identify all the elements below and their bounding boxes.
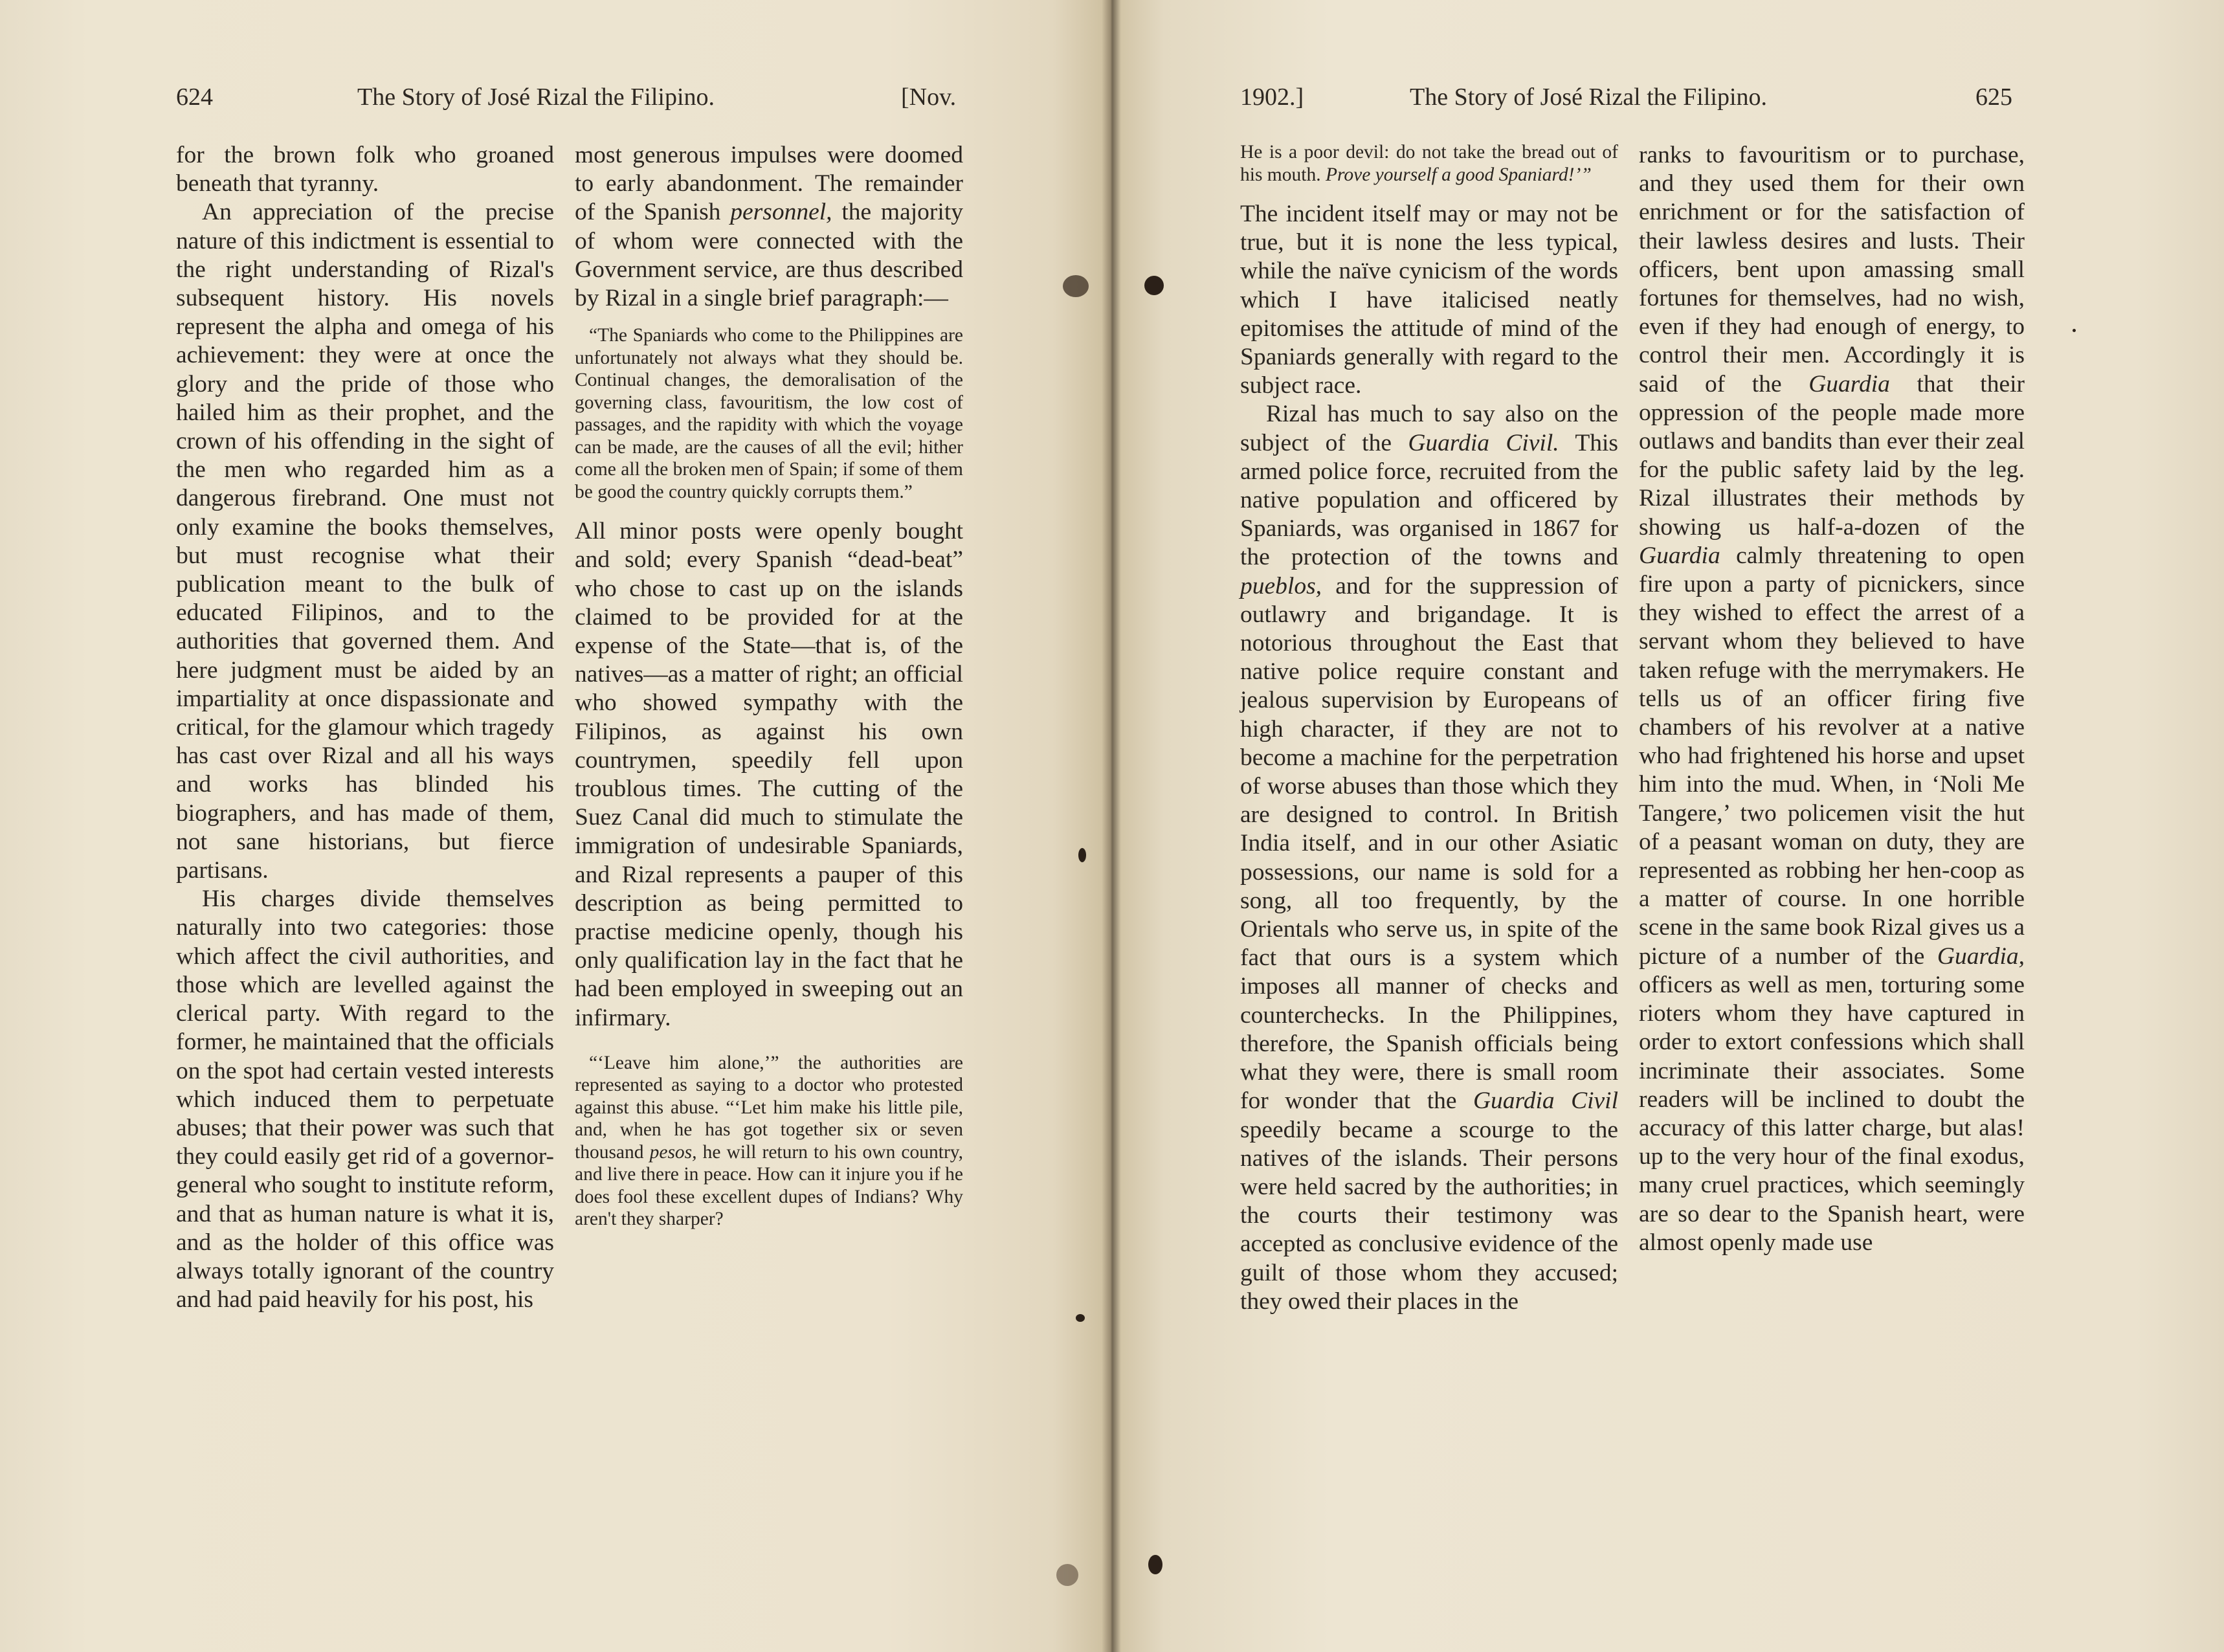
binding-hole — [1056, 1564, 1078, 1586]
quote-text: “The Spaniards who come to the Philippines are unfortunately not always what they should be. Continual changes, the demoralisation of the governing class, favouritism, the low cost of passages, and the rapidity with which the voyage can be made, are the causes of all the evil; hither come all the broken men of Spain; if some of them be good the country quickly corrupts them.” — [575, 325, 963, 502]
paragraph: ranks to favouritism or to purchase, and they used them for their own enrichment or for the satisfaction of their lawless desires and lusts. Their officers, bent upon amassing small fortunes for themselves, had no wish, even if they had enough of energy, to control their men. Accordingly it is said of the Guardia that their oppression of the people made more outlaws and bandits than ever their zeal for the public safety laid by the leg. Rizal illustrates their methods by showing us half-a-dozen of the Guardia calmly threatening to open fire upon a party of picnickers, since they wished to effect the arrest of a servant whom they believed to have taken refuge with the merrymakers. He tells us of an officer firing five chambers of his revolver at a native who had frightened his horse and upset him into the mud. When, in ‘Noli Me Tangere,’ two policemen visit the hut of a peasant woman on duty, they are represented as robbing her hen-coop as a matter of course. In one horrible scene in the same book Rizal gives us a picture of a number of the Guardia, officers as well as men, torturing some rioters whom they have captured in order to extort confessions which shall incriminate their associates. Some readers will be inclined to doubt the accuracy of this latter charge, but alas! up to the very hour of the final exodus, many cruel practices, which seemingly are so dear to the Spanish heart, were almost openly made use — [1639, 142, 2025, 1256]
right-column-1 — [1240, 141, 1618, 1316]
paragraph: most generous impulses were doomed to early abandonment. The remainder of the Spanish personnel, the majority of whom were connected with the Government service, are thus described by Rizal in a single brief paragraph:— — [575, 142, 963, 312]
right-running-title: The Story of José Rizal the Filipino. — [1410, 84, 1768, 111]
block-quote-continued — [1240, 141, 1618, 186]
ink-speck — [2073, 329, 2076, 332]
paragraph: for the brown folk who groaned beneath that tyranny. — [176, 142, 554, 197]
right-running-year: 1902.] — [1240, 84, 1304, 111]
paragraph: Rizal has much to say also on the subject of the Guardia Civil. This armed police force, recruited from the native population and officered by Spaniards, was organised in 1867 for the protection of the towns and pueblos, and for the suppression of outlawry and brigandage. It is notorious throughout the East that native police require constant and jealous supervision by Europeans of high character, if they are not to become a machine for the perpetration of worse abuses than those which they are designed to control. In British India itself, and in our other Asiatic possessions, our name is sold for a song, all too frequently, by the Orientals who serve us, in spite of the fact that ours is a system which imposes all manner of checks and counterchecks. In the Philippines, therefore, the Spanish officials being what they were, there is small room for wonder that the Guardia Civil speedily became a scourge to the natives of the islands. Their persons were held sacred by the authorities; in the courts their testimony was accepted as conclusive evidence of the guilt of those whom they accused; they owed their places in the — [1240, 401, 1618, 1315]
left-running-title: The Story of José Rizal the Filipino. — [357, 84, 715, 111]
left-running-month: [Nov. — [901, 84, 957, 111]
binding-hole — [1148, 1555, 1162, 1574]
paragraph: The incident itself may or may not be true, but it is none the less typical, while the naïve cynicism of the words which I have italicised neatly epitomises the attitude of mind of the Spaniards generally with regard to the subject race. — [1240, 201, 1618, 399]
binding-mark — [1078, 848, 1086, 862]
paragraph: An appreciation of the precise nature of this indictment is essential to the right understanding of Rizal's subsequent history. His novels represent the alpha and omega of his achievement: they were at once the glory and the pride of those who hailed him as their prophet, and the crown of his offending in the sight of the men who regarded him as a dangerous firebrand. One must not only examine the books themselves, but must recognise what their publication meant to the bulk of educated Filipinos, and to the authorities that governed them. And here judgment must be aided by an impartiality at once dispassionate and critical, for the glamour which tragedy has cast over Rizal and all his ways and works has blinded his biographers, and has made of them, not sane historians, but fierce partisans. — [176, 199, 554, 884]
paragraph: His charges divide themselves naturally into two categories: those which affect the civil authorities, and those which are levelled against the clerical party. With regard to the former, he maintained that the officials on the spot had certain vested interests which induced them to perpetuate abuses; that their power was such that they could easily get rid of a governor-general who sought to institute reform, and that as human nature is what it is, and as the holder of this office was always totally ignorant of the country and had paid heavily for his post, his — [176, 886, 554, 1313]
left-column-2 — [575, 141, 963, 1245]
left-column-1 — [176, 141, 554, 1314]
right-page-number: 625 — [1975, 84, 2012, 111]
right-page — [1108, 0, 2224, 1652]
paragraph: All minor posts were openly bought and sold; every Spanish “dead-beat” who chose to cast up on the islands claimed to be provided for at the expense of the State—that is, of the natives—as a matter of right; an official who showed sympathy with the Filipinos, as against his own countrymen, speedily fell upon troublous times. The cutting of the Suez Canal did much to stimulate the immigration of undesirable Spaniards, and Rizal represents a pauper of this description as being permitted to practise medicine openly, though his only qualification lay in the fact that he had been employed in sweeping out an infirmary. — [575, 518, 963, 1031]
binding-hole — [1063, 275, 1089, 297]
left-page — [0, 0, 1108, 1652]
binding-mark — [1076, 1314, 1085, 1322]
left-page-number: 624 — [176, 84, 213, 111]
block-quote — [575, 324, 963, 503]
binding-hole — [1144, 276, 1164, 295]
quote-text: “‘Leave him alone,’” the authorities are represented as saying to a doctor who protested against this abuse. “‘Let him make his little pile, and, when he has got together six or seven thousand pesos, he will return to his own country, and live there in peace. How can it injure you if he does fool these excellent dupes of Indians? Why aren't they sharper? — [575, 1052, 964, 1230]
right-column-2 — [1639, 141, 2025, 1257]
book-gutter — [1102, 0, 1121, 1652]
block-quote — [575, 1052, 963, 1231]
quote-text: He is a poor devil: do not take the bread out of his mouth. Prove yourself a good Spaniard!’” — [1240, 142, 1618, 185]
